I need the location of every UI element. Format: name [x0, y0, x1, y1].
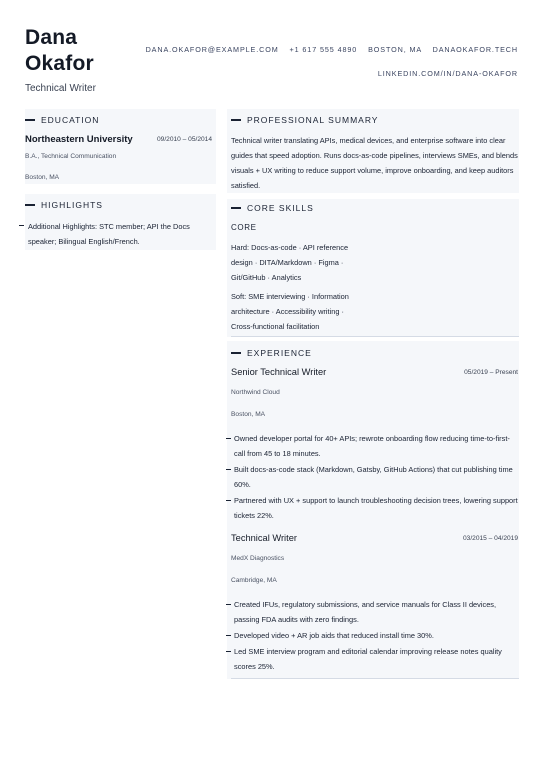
education-heading — [25, 115, 99, 125]
skills-hard: Hard: Docs-as-code · API reference design · DITA/Markdown · Figma · Git/GitHub · Analytics — [231, 243, 349, 282]
job-bullet: Partnered with UX + support to launch troubleshooting decision trees, lowering support tickets 22%. — [234, 496, 518, 520]
skills-core-title: CORE — [231, 223, 257, 232]
job-location: Cambridge, MA — [231, 577, 277, 584]
job-bullet: Developed video + AR job aids that reduced install time 30%. — [234, 631, 434, 640]
first-name: Dana — [25, 26, 78, 49]
skills-soft: Soft: SME interviewing · Information architecture · Accessibility writing · Cross-functional facilitation — [231, 292, 349, 331]
job-bullet: Created IFUs, regulatory submissions, and service manuals for Class II devices, passing FDA audits with zero findings. — [234, 600, 497, 624]
bullet-dash — [226, 469, 231, 470]
experience-heading — [231, 348, 312, 358]
phone-text: +1 617 555 4890 — [289, 45, 358, 54]
skills-heading-label: CORE SKILLS — [247, 203, 314, 213]
education-degree: B.A., Technical Communication — [25, 153, 117, 160]
heading-bar — [231, 119, 241, 121]
highlight-item: Additional Highlights: STC member; API the Docs speaker; Bilingual English/French. — [28, 222, 190, 246]
last-name: Okafor — [25, 52, 94, 75]
bullet-dash — [226, 635, 231, 636]
email-link[interactable]: DANA.OKAFOR@EXAMPLE.COM — [145, 45, 279, 54]
job-dates: 03/2015 – 04/2019 — [462, 535, 518, 542]
contact-line — [138, 45, 518, 54]
candidate-role: Technical Writer — [25, 83, 96, 94]
summary-heading-label: PROFESSIONAL SUMMARY — [247, 115, 379, 125]
education-dates: 09/2010 – 05/2014 — [157, 136, 213, 143]
job-bullet: Owned developer portal for 40+ APIs; rewrote onboarding flow reducing time-to-first-call from 45 to 18 minutes. — [234, 434, 510, 458]
job-location: Boston, MA — [231, 411, 266, 418]
education-location: Boston, MA — [25, 174, 60, 181]
bullet-dash — [226, 438, 231, 439]
experience-heading-label: EXPERIENCE — [247, 348, 312, 358]
candidate-name — [25, 25, 94, 77]
highlights-heading — [25, 200, 103, 210]
bullet-dash — [226, 500, 231, 501]
skills-divider — [231, 336, 519, 337]
summary-text: Technical writer translating APIs, medical devices, and enterprise software into clear guides that speed adoption. Runs docs-as-code pipelines, interviews SMEs, and blends visuals + UX writing to reduce support volume, improve onboarding, and keep auditors satisfied. — [231, 136, 518, 190]
education-school: Northeastern University — [25, 134, 133, 145]
job-company: MedX Diagnostics — [231, 555, 285, 562]
linkedin-link[interactable]: LINKEDIN.COM/IN/DANA-OKAFOR — [377, 69, 518, 78]
bullet-dash — [226, 651, 231, 652]
job-bullet: Led SME interview program and editorial calendar improving release notes quality scores 25%. — [234, 647, 502, 671]
job-company: Northwind Cloud — [231, 389, 280, 396]
highlights-heading-label: HIGHLIGHTS — [41, 200, 103, 210]
job-dates: 05/2019 – Present — [464, 369, 518, 376]
skills-heading — [231, 203, 314, 213]
heading-bar — [25, 204, 35, 206]
location-text: BOSTON, MA — [368, 45, 422, 54]
heading-bar — [25, 119, 35, 121]
experience-divider — [231, 678, 519, 679]
job-title: Senior Technical Writer — [231, 367, 327, 377]
bullet-dash — [19, 225, 24, 226]
heading-bar — [231, 352, 241, 354]
job-bullet: Built docs-as-code stack (Markdown, Gatsby, GitHub Actions) that cut publishing time 60%. — [234, 465, 513, 489]
education-heading-label: EDUCATION — [41, 115, 100, 125]
bullet-dash — [226, 604, 231, 605]
summary-heading — [231, 115, 378, 125]
job-title: Technical Writer — [231, 533, 297, 543]
heading-bar — [231, 207, 241, 209]
website-link[interactable]: DANAOKAFOR.TECH — [432, 45, 518, 54]
